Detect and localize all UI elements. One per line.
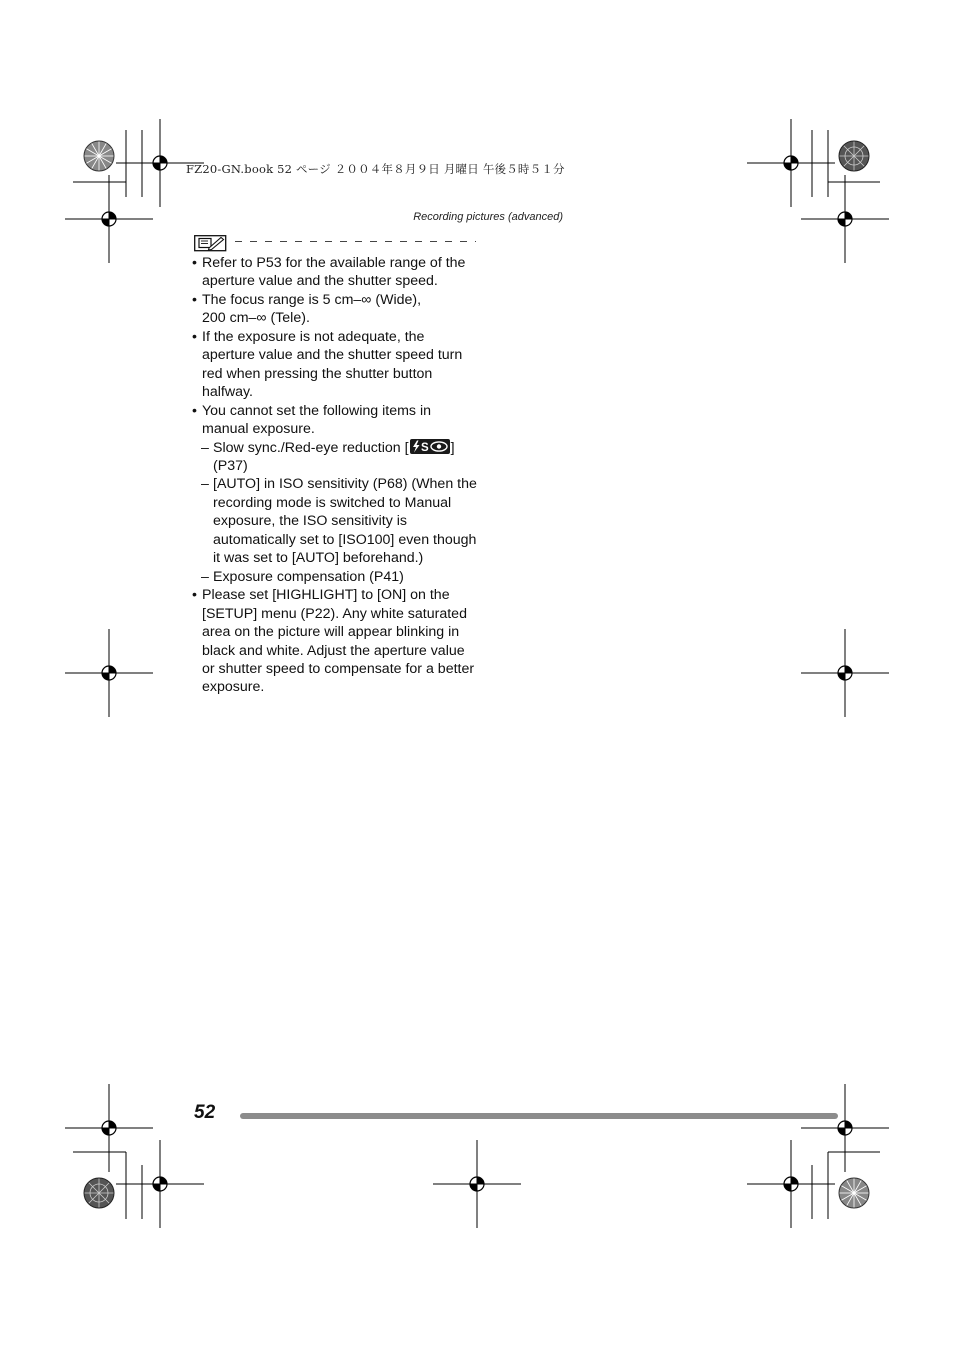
sub-item-slow-sync (192, 439, 477, 476)
focus-range-tele: 200 cm–∞ (Tele). (202, 310, 310, 327)
sub-item-exposure-compensation: – Exposure compensation (P41) (192, 568, 477, 586)
page-number: 52 (194, 1102, 216, 1123)
slow-sync-red-eye-icon (410, 439, 450, 454)
notes-section (192, 254, 477, 697)
sub-item-iso-auto: – [AUTO] in ISO sensitivity (P68) (When the recording mode is switched to Manual exposure, the ISO sensitivity is automatically set to [ISO100] even though it was set to [AUTO] beforehand.) (192, 475, 477, 567)
note-focus-range (192, 291, 477, 328)
note-highlight-setting: • Please set [HIGHLIGHT] to [ON] on the [SETUP] menu (P22). Any white saturated area on the picture will appear blinking in black and white. Adjust the aperture value or shutter speed to compensate for a better exposure. (192, 586, 477, 697)
slow-sync-bracket: ] (450, 439, 455, 456)
focus-range-wide: The focus range is 5 cm–∞ (Wide), (202, 291, 422, 308)
running-head: Recording pictures (advanced) (413, 211, 563, 223)
note-exposure-warning: • If the exposure is not adequate, the aperture value and the shutter speed turn red when pressing the shutter button halfway. (192, 328, 477, 402)
slow-sync-text: Slow sync./Red-eye reduction [ (213, 439, 409, 456)
svg-text:S: S (420, 441, 429, 454)
note-aperture-range: • Refer to P53 for the available range of the aperture value and the shutter speed. (192, 254, 477, 291)
note-cannot-set: • You cannot set the following items in manual exposure. (192, 402, 477, 439)
print-header: FZ20-GN.book 52 ページ ２００４年８月９日 月曜日 午後５時５１分 (186, 162, 565, 176)
note-dashed-rule (235, 236, 476, 246)
note-pencil-icon (194, 235, 227, 252)
slow-sync-page-ref: (P37) (213, 457, 248, 474)
footer-bar (240, 1113, 838, 1119)
